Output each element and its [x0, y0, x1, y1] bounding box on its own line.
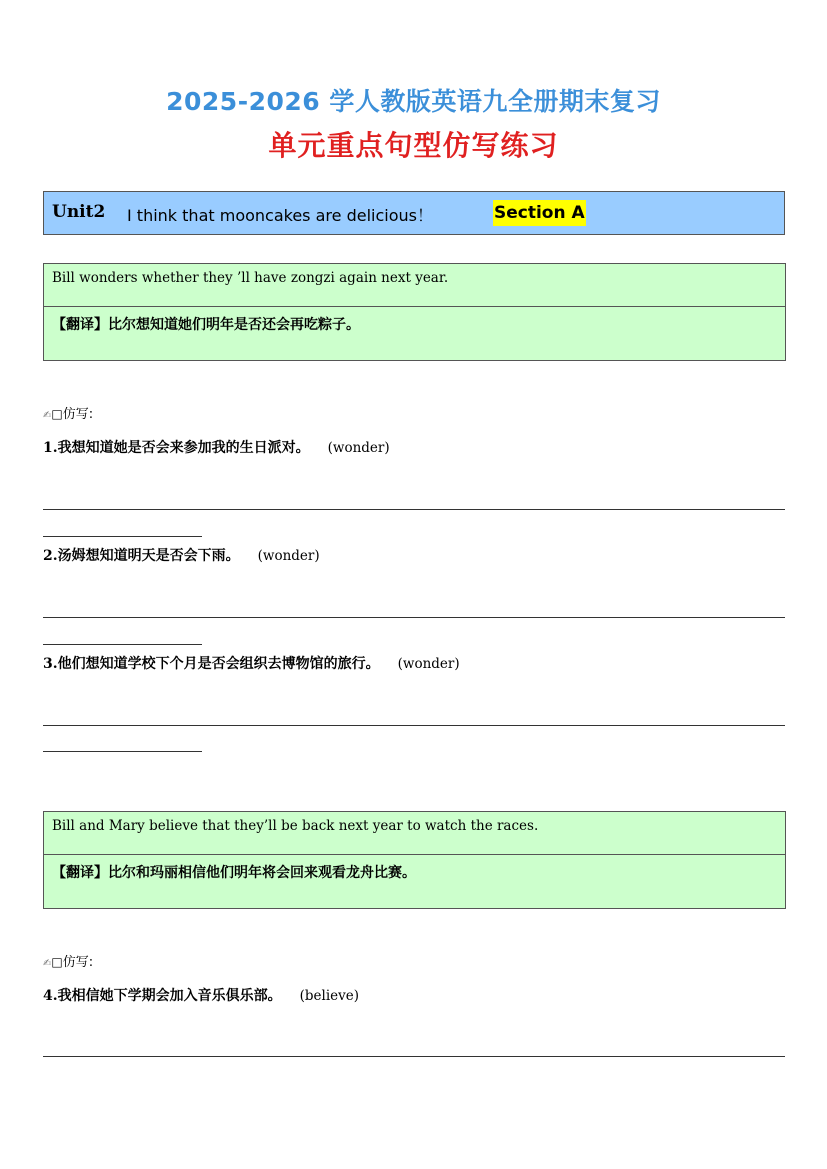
answer-line[interactable] — [43, 725, 785, 726]
section-label: Section A — [493, 200, 586, 226]
exercise-item — [43, 653, 460, 673]
checkbox-icon: □ — [51, 407, 63, 421]
exercise-item — [43, 437, 390, 457]
exercise-hint: (wonder) — [397, 656, 460, 672]
key-sentence-box — [43, 263, 786, 361]
exercise-hint: (wonder) — [327, 440, 390, 456]
pen-icon: ✍ — [43, 410, 52, 421]
answer-line-short[interactable] — [43, 644, 202, 645]
exercise-item — [43, 545, 320, 565]
answer-line-short[interactable] — [43, 751, 202, 752]
pen-icon: ✍ — [43, 958, 52, 969]
exercise-hint: (wonder) — [257, 548, 320, 564]
imitate-label: 仿写: — [62, 407, 94, 422]
imitate-heading — [43, 403, 93, 422]
unit-number: Unit2 — [52, 202, 106, 222]
answer-line[interactable] — [43, 509, 785, 510]
exercise-text: 2.汤姆想知道明天是否会下雨。 — [43, 548, 240, 564]
exercise-text: 4.我相信她下学期会加入音乐俱乐部。 — [43, 988, 282, 1004]
exercise-item — [43, 985, 359, 1005]
answer-line-short[interactable] — [43, 536, 202, 537]
checkbox-icon: □ — [51, 955, 63, 969]
exercise-hint: (believe) — [299, 988, 360, 1004]
exercise-text: 3.他们想知道学校下个月是否会组织去博物馆的旅行。 — [43, 656, 380, 672]
key-sentence-english: Bill wonders whether they ’ll have zongzi again next year. — [44, 264, 785, 307]
exercise-text: 1.我想知道她是否会来参加我的生日派对。 — [43, 440, 310, 456]
key-sentence-translation: 【翻译】比尔和玛丽相信他们明年将会回来观看龙舟比赛。 — [52, 865, 416, 881]
key-sentence-box — [43, 811, 786, 909]
imitate-label: 仿写: — [62, 955, 94, 970]
key-sentence-translation: 【翻译】比尔想知道她们明年是否还会再吃粽子。 — [52, 317, 360, 333]
answer-line[interactable] — [43, 1056, 785, 1057]
unit-title: I think that mooncakes are delicious！ — [127, 206, 433, 225]
imitate-heading — [43, 951, 93, 970]
page-title: 2025-2026 学人教版英语九全册期末复习 — [166, 87, 661, 116]
page-subtitle: 单元重点句型仿写练习 — [268, 129, 559, 162]
unit-header-bar — [43, 191, 785, 235]
key-sentence-english: Bill and Mary believe that they’ll be back next year to watch the races. — [44, 812, 785, 855]
answer-line[interactable] — [43, 617, 785, 618]
